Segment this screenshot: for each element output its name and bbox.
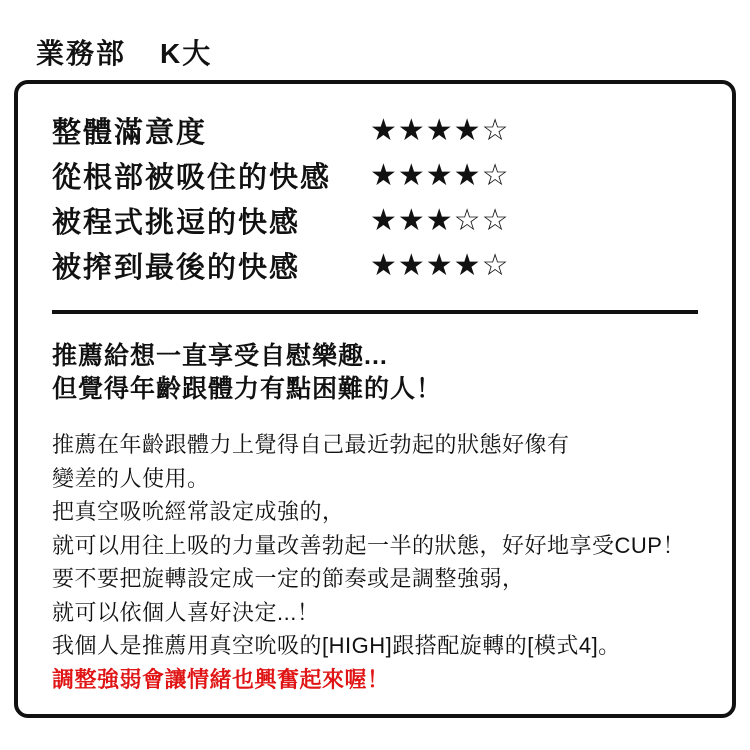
review-card	[14, 80, 736, 718]
rating-label: 整體滿意度	[52, 117, 208, 149]
rating-label: 從根部被吸住的快感	[52, 162, 332, 194]
recommendation-heading-line: 但覺得年齡跟體力有點困難的人！	[52, 375, 443, 403]
recommendation-heading	[52, 340, 698, 406]
rating-row	[52, 243, 698, 288]
recommendation-body-line: 就可以用往上吸的力量改善勃起一半的狀態，好好地享受CUP！	[52, 532, 685, 558]
star-rating-icon: ★★★☆☆	[370, 203, 510, 237]
rating-label: 被程式挑逗的快感	[52, 207, 301, 239]
recommendation-body-line: 變差的人使用。	[52, 465, 210, 491]
star-rating-icon: ★★★★☆	[370, 113, 510, 147]
recommendation-heading-line: 推薦給想一直享受自慰樂趣...	[52, 342, 388, 370]
reviewer-name: K大	[160, 38, 213, 69]
department-label: 業務部	[36, 38, 127, 69]
star-rating-icon: ★★★★☆	[370, 248, 510, 282]
recommendation-body-line: 把真空吸吮經常設定成強的，	[52, 499, 345, 524]
ratings-section	[18, 84, 732, 288]
rating-row	[52, 153, 698, 198]
star-rating-icon: ★★★★☆	[370, 158, 510, 192]
rating-row	[52, 198, 698, 243]
rating-row	[52, 108, 698, 153]
recommendation-body	[52, 428, 698, 696]
recommendation-body-line: 要不要把旋轉設定成一定的節奏或是調整強弱，	[52, 566, 525, 591]
header	[36, 32, 212, 72]
rating-label: 被搾到最後的快感	[52, 252, 301, 284]
highlight-line: 調整強弱會讓情緒也興奮起來喔！	[52, 666, 390, 692]
recommendation-body-line: 我個人是推薦用真空吮吸的[HIGH]跟搭配旋轉的[模式4]。	[52, 633, 621, 658]
recommendation-body-line: 推薦在年齡跟體力上覺得自己最近勃起的狀態好像有	[52, 432, 570, 457]
recommendation-section	[18, 314, 732, 696]
recommendation-body-line: 就可以依個人喜好決定...！	[52, 599, 320, 625]
